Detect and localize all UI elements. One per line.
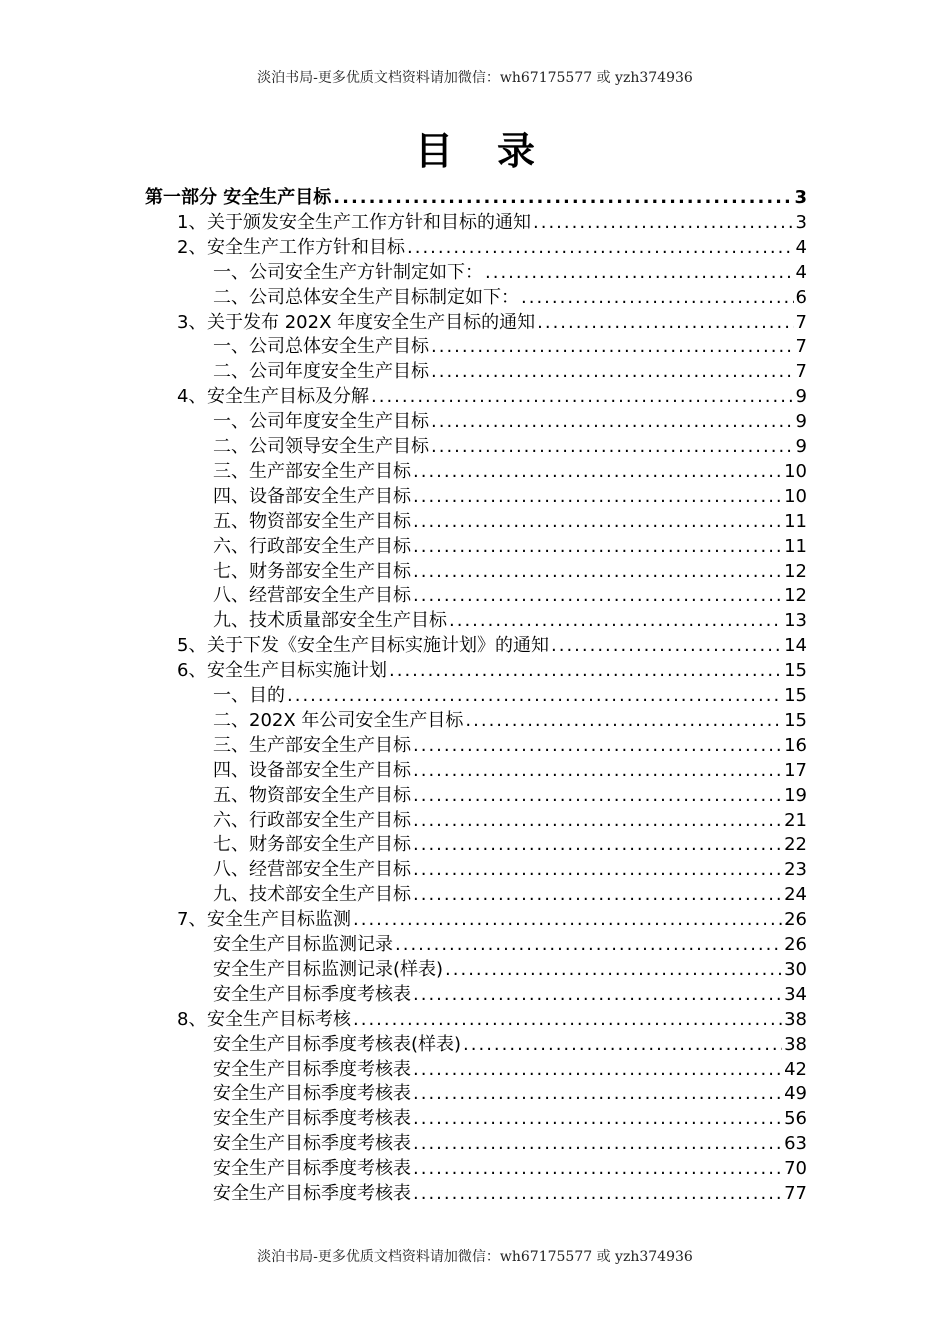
dot-leader — [395, 932, 782, 957]
toc-page-number: 9 — [795, 386, 807, 408]
toc-entry-label: 安全生产工作方针和目标 — [207, 236, 405, 258]
toc-entry-label: 七、财务部安全生产目标 — [213, 834, 411, 856]
toc-page-number: 13 — [784, 610, 807, 632]
toc-page-number: 11 — [784, 535, 807, 557]
toc-page-number: 38 — [784, 1008, 807, 1030]
toc-entry-label: 三、生产部安全生产目标 — [213, 460, 411, 482]
dot-leader — [413, 509, 782, 534]
toc-entry-label: 安全生产目标实施计划 — [207, 660, 387, 682]
toc-entry[interactable] — [213, 733, 807, 758]
toc-entry-label: 九、技术部安全生产目标 — [213, 884, 411, 906]
toc-entry-label: 安全生产目标季度考核表 — [213, 1108, 411, 1130]
toc-page-number: 24 — [784, 884, 807, 906]
toc-entry[interactable] — [213, 832, 807, 857]
dot-leader — [413, 832, 782, 857]
dot-leader — [449, 608, 782, 633]
toc-entry-label: 二、202X 年公司安全生产目标 — [213, 709, 464, 731]
toc-page-number: 22 — [784, 834, 807, 856]
toc-page-number: 15 — [784, 685, 807, 706]
dot-leader — [445, 957, 782, 982]
dot-leader — [463, 1032, 782, 1057]
toc-entry[interactable] — [177, 210, 807, 235]
toc-entry-label: 第一部分 安全生产目标 — [145, 187, 332, 208]
dot-leader — [537, 310, 793, 335]
toc-entry[interactable] — [213, 857, 807, 882]
toc-entry[interactable] — [213, 932, 807, 957]
toc-entry[interactable] — [177, 310, 807, 335]
toc-entry[interactable] — [213, 882, 807, 907]
toc-entry-label: 一、公司安全生产方针制定如下： — [213, 261, 483, 283]
toc-page-number: 4 — [795, 261, 807, 283]
toc-page-number: 10 — [784, 460, 807, 482]
dot-leader — [413, 857, 782, 882]
toc-entry[interactable] — [177, 235, 807, 260]
toc-entry[interactable] — [213, 808, 807, 833]
toc-entry-label: 三、生产部安全生产目标 — [213, 734, 411, 756]
toc-page-number: 21 — [784, 809, 807, 831]
toc-entry[interactable] — [213, 758, 807, 783]
toc-entry-label: 五、物资部安全生产目标 — [213, 784, 411, 806]
dot-leader — [389, 658, 782, 683]
toc-page-number: 15 — [784, 709, 807, 731]
dot-leader — [333, 185, 792, 210]
toc-entry-label: 安全生产目标及分解 — [207, 386, 369, 408]
toc-entry-number: 2、 — [177, 236, 207, 258]
toc-entry[interactable] — [213, 683, 807, 708]
toc-page-number: 9 — [795, 411, 807, 433]
toc-page-number: 38 — [784, 1033, 807, 1055]
dot-leader — [413, 484, 782, 509]
dot-leader — [413, 1106, 782, 1131]
toc-entry[interactable] — [213, 708, 807, 733]
toc-entry[interactable] — [213, 285, 807, 310]
dot-leader — [413, 1131, 782, 1156]
dot-leader — [413, 1057, 782, 1082]
toc-entry-label: 关于发布 202X 年度安全生产目标的通知 — [207, 311, 536, 333]
dot-leader — [521, 285, 794, 310]
toc-entry-label: 安全生产目标季度考核表 — [213, 1133, 411, 1155]
toc-part-heading[interactable] — [145, 185, 807, 210]
dot-leader — [287, 683, 782, 708]
dot-leader — [413, 758, 782, 783]
toc-entry-label: 一、公司总体安全生产目标 — [213, 336, 429, 358]
toc-page-number: 16 — [784, 734, 807, 756]
toc-page-number: 77 — [784, 1183, 807, 1204]
toc-entry-number: 5、 — [177, 635, 207, 657]
toc-entry-label: 一、公司年度安全生产目标 — [213, 411, 429, 433]
page-title — [0, 128, 950, 174]
toc-page-number: 3 — [795, 211, 807, 233]
toc-page-number: 56 — [784, 1108, 807, 1130]
toc-page-number: 42 — [784, 1058, 807, 1080]
toc-entry[interactable] — [213, 1032, 807, 1057]
dot-leader — [413, 1081, 782, 1106]
toc-entry-label: 安全生产目标监测 — [207, 909, 351, 931]
toc-entry[interactable] — [213, 1057, 807, 1082]
dot-leader — [431, 434, 794, 459]
toc-entry-label: 关于颁发安全生产工作方针和目标的通知 — [207, 211, 531, 233]
toc-entry-label: 安全生产目标考核 — [207, 1008, 351, 1030]
toc-entry[interactable] — [213, 957, 807, 982]
dot-leader — [413, 1156, 782, 1181]
toc-page-number: 19 — [784, 784, 807, 806]
dot-leader — [413, 733, 782, 758]
dot-leader — [413, 808, 782, 833]
toc-entry[interactable] — [213, 608, 807, 633]
toc-page-number: 7 — [795, 311, 807, 333]
toc-entry-label: 安全生产目标监测记录 — [213, 934, 393, 955]
toc-entry[interactable] — [177, 384, 807, 409]
dot-leader — [371, 384, 794, 409]
toc-entry[interactable] — [177, 907, 807, 932]
toc-entry[interactable] — [177, 658, 807, 683]
toc-entry-label: 安全生产目标季度考核表 — [213, 1158, 411, 1180]
toc-entry-label: 五、物资部安全生产目标 — [213, 510, 411, 532]
toc-entry-label: 一、目的 — [213, 685, 285, 706]
dot-leader — [413, 583, 782, 608]
toc-entry-label: 安全生产目标季度考核表 — [213, 1183, 411, 1204]
toc-entry-label: 安全生产目标季度考核表(样表) — [213, 1033, 462, 1055]
toc-entry-label: 关于下发《安全生产目标实施计划》的通知 — [207, 635, 549, 657]
toc-page-number: 4 — [795, 236, 807, 258]
toc-entry[interactable] — [213, 783, 807, 808]
dot-leader — [431, 409, 794, 434]
dot-leader — [413, 783, 782, 808]
toc-entry-number: 7、 — [177, 909, 207, 931]
dot-leader — [413, 459, 782, 484]
toc-entry-number: 1、 — [177, 211, 207, 233]
toc-entry[interactable] — [213, 260, 807, 285]
toc-entry-label: 安全生产目标季度考核表 — [213, 1058, 411, 1080]
toc-page-number: 3 — [794, 187, 807, 208]
toc-page-number: 26 — [784, 934, 807, 955]
toc-page-number: 26 — [784, 909, 807, 931]
toc-entry[interactable] — [213, 484, 807, 509]
dot-leader — [413, 534, 782, 559]
toc-page-number: 7 — [795, 361, 807, 383]
dot-leader — [413, 982, 782, 1007]
toc-page-number: 12 — [784, 585, 807, 607]
toc-entry[interactable] — [213, 359, 807, 384]
toc-page-number: 15 — [784, 660, 807, 682]
dot-leader — [485, 260, 794, 285]
toc-entry-label: 八、经营部安全生产目标 — [213, 585, 411, 607]
toc-entry-number: 4、 — [177, 386, 207, 408]
dot-leader — [353, 907, 782, 932]
toc-entry-label: 八、经营部安全生产目标 — [213, 859, 411, 881]
toc-entry[interactable] — [177, 1007, 807, 1032]
dot-leader — [533, 210, 794, 235]
toc-entry[interactable] — [213, 334, 807, 359]
toc-page-number: 12 — [784, 560, 807, 582]
toc-entry-label: 安全生产目标季度考核表 — [213, 983, 411, 1005]
toc-entry[interactable] — [213, 1181, 807, 1206]
toc-entry-label: 二、公司领导安全生产目标 — [213, 436, 429, 457]
toc-entry[interactable] — [213, 1081, 807, 1106]
toc-entry[interactable] — [213, 982, 807, 1007]
dot-leader — [413, 882, 782, 907]
page-header: 淡泊书局-更多优质文档资料请加微信：wh67175577 或 yzh374936 — [257, 70, 693, 86]
dot-leader — [413, 1181, 782, 1206]
toc-entry[interactable] — [213, 409, 807, 434]
toc-page-number: 7 — [795, 336, 807, 358]
dot-leader — [465, 708, 782, 733]
toc-entry-label: 四、设备部安全生产目标 — [213, 485, 411, 507]
toc-entry[interactable] — [213, 1156, 807, 1181]
toc-entry[interactable] — [213, 1131, 807, 1156]
dot-leader — [407, 235, 794, 260]
dot-leader — [353, 1007, 782, 1032]
dot-leader — [431, 359, 794, 384]
toc-page-number: 9 — [795, 436, 807, 457]
toc-page-number: 14 — [784, 635, 807, 657]
dot-leader — [413, 559, 782, 584]
toc-entry-number: 8、 — [177, 1008, 207, 1030]
toc-page-number: 23 — [784, 859, 807, 881]
toc-page-number: 17 — [784, 759, 807, 781]
toc-page-number: 34 — [784, 983, 807, 1005]
toc-entry-number: 6、 — [177, 660, 207, 682]
toc-entry[interactable] — [213, 583, 807, 608]
toc-page-number: 11 — [784, 510, 807, 532]
toc-entry[interactable] — [213, 534, 807, 559]
toc-page-number: 10 — [784, 485, 807, 507]
toc-entry-label: 四、设备部安全生产目标 — [213, 759, 411, 781]
title-char-2: 录 — [497, 129, 536, 173]
dot-leader — [551, 633, 782, 658]
toc-entry[interactable] — [213, 509, 807, 534]
toc-entry[interactable] — [213, 559, 807, 584]
toc-page-number: 49 — [784, 1083, 807, 1105]
toc-page-number: 63 — [784, 1133, 807, 1155]
toc-entry-label: 六、行政部安全生产目标 — [213, 535, 411, 557]
toc-entry-label: 二、公司总体安全生产目标制定如下： — [213, 286, 519, 308]
toc-entry-label: 安全生产目标监测记录(样表) — [213, 958, 444, 980]
page-footer: 淡泊书局-更多优质文档资料请加微信：wh67175577 或 yzh374936 — [257, 1249, 693, 1265]
toc-page-number: 30 — [784, 958, 807, 980]
toc-entry-label: 七、财务部安全生产目标 — [213, 560, 411, 582]
toc-entry[interactable] — [213, 459, 807, 484]
toc-entry-label: 六、行政部安全生产目标 — [213, 809, 411, 831]
toc-page-number: 6 — [795, 286, 807, 308]
toc-entry-label: 九、技术质量部安全生产目标 — [213, 610, 447, 632]
toc-entry-label: 安全生产目标季度考核表 — [213, 1083, 411, 1105]
toc-entry-number: 3、 — [177, 311, 207, 333]
toc-entry-label: 二、公司年度安全生产目标 — [213, 361, 429, 383]
toc-entry[interactable] — [213, 1106, 807, 1131]
dot-leader — [431, 334, 794, 359]
toc-page-number: 70 — [784, 1158, 807, 1180]
toc-entry[interactable] — [213, 434, 807, 459]
title-char-1: 目 — [414, 129, 453, 173]
toc-entry[interactable] — [177, 633, 807, 658]
